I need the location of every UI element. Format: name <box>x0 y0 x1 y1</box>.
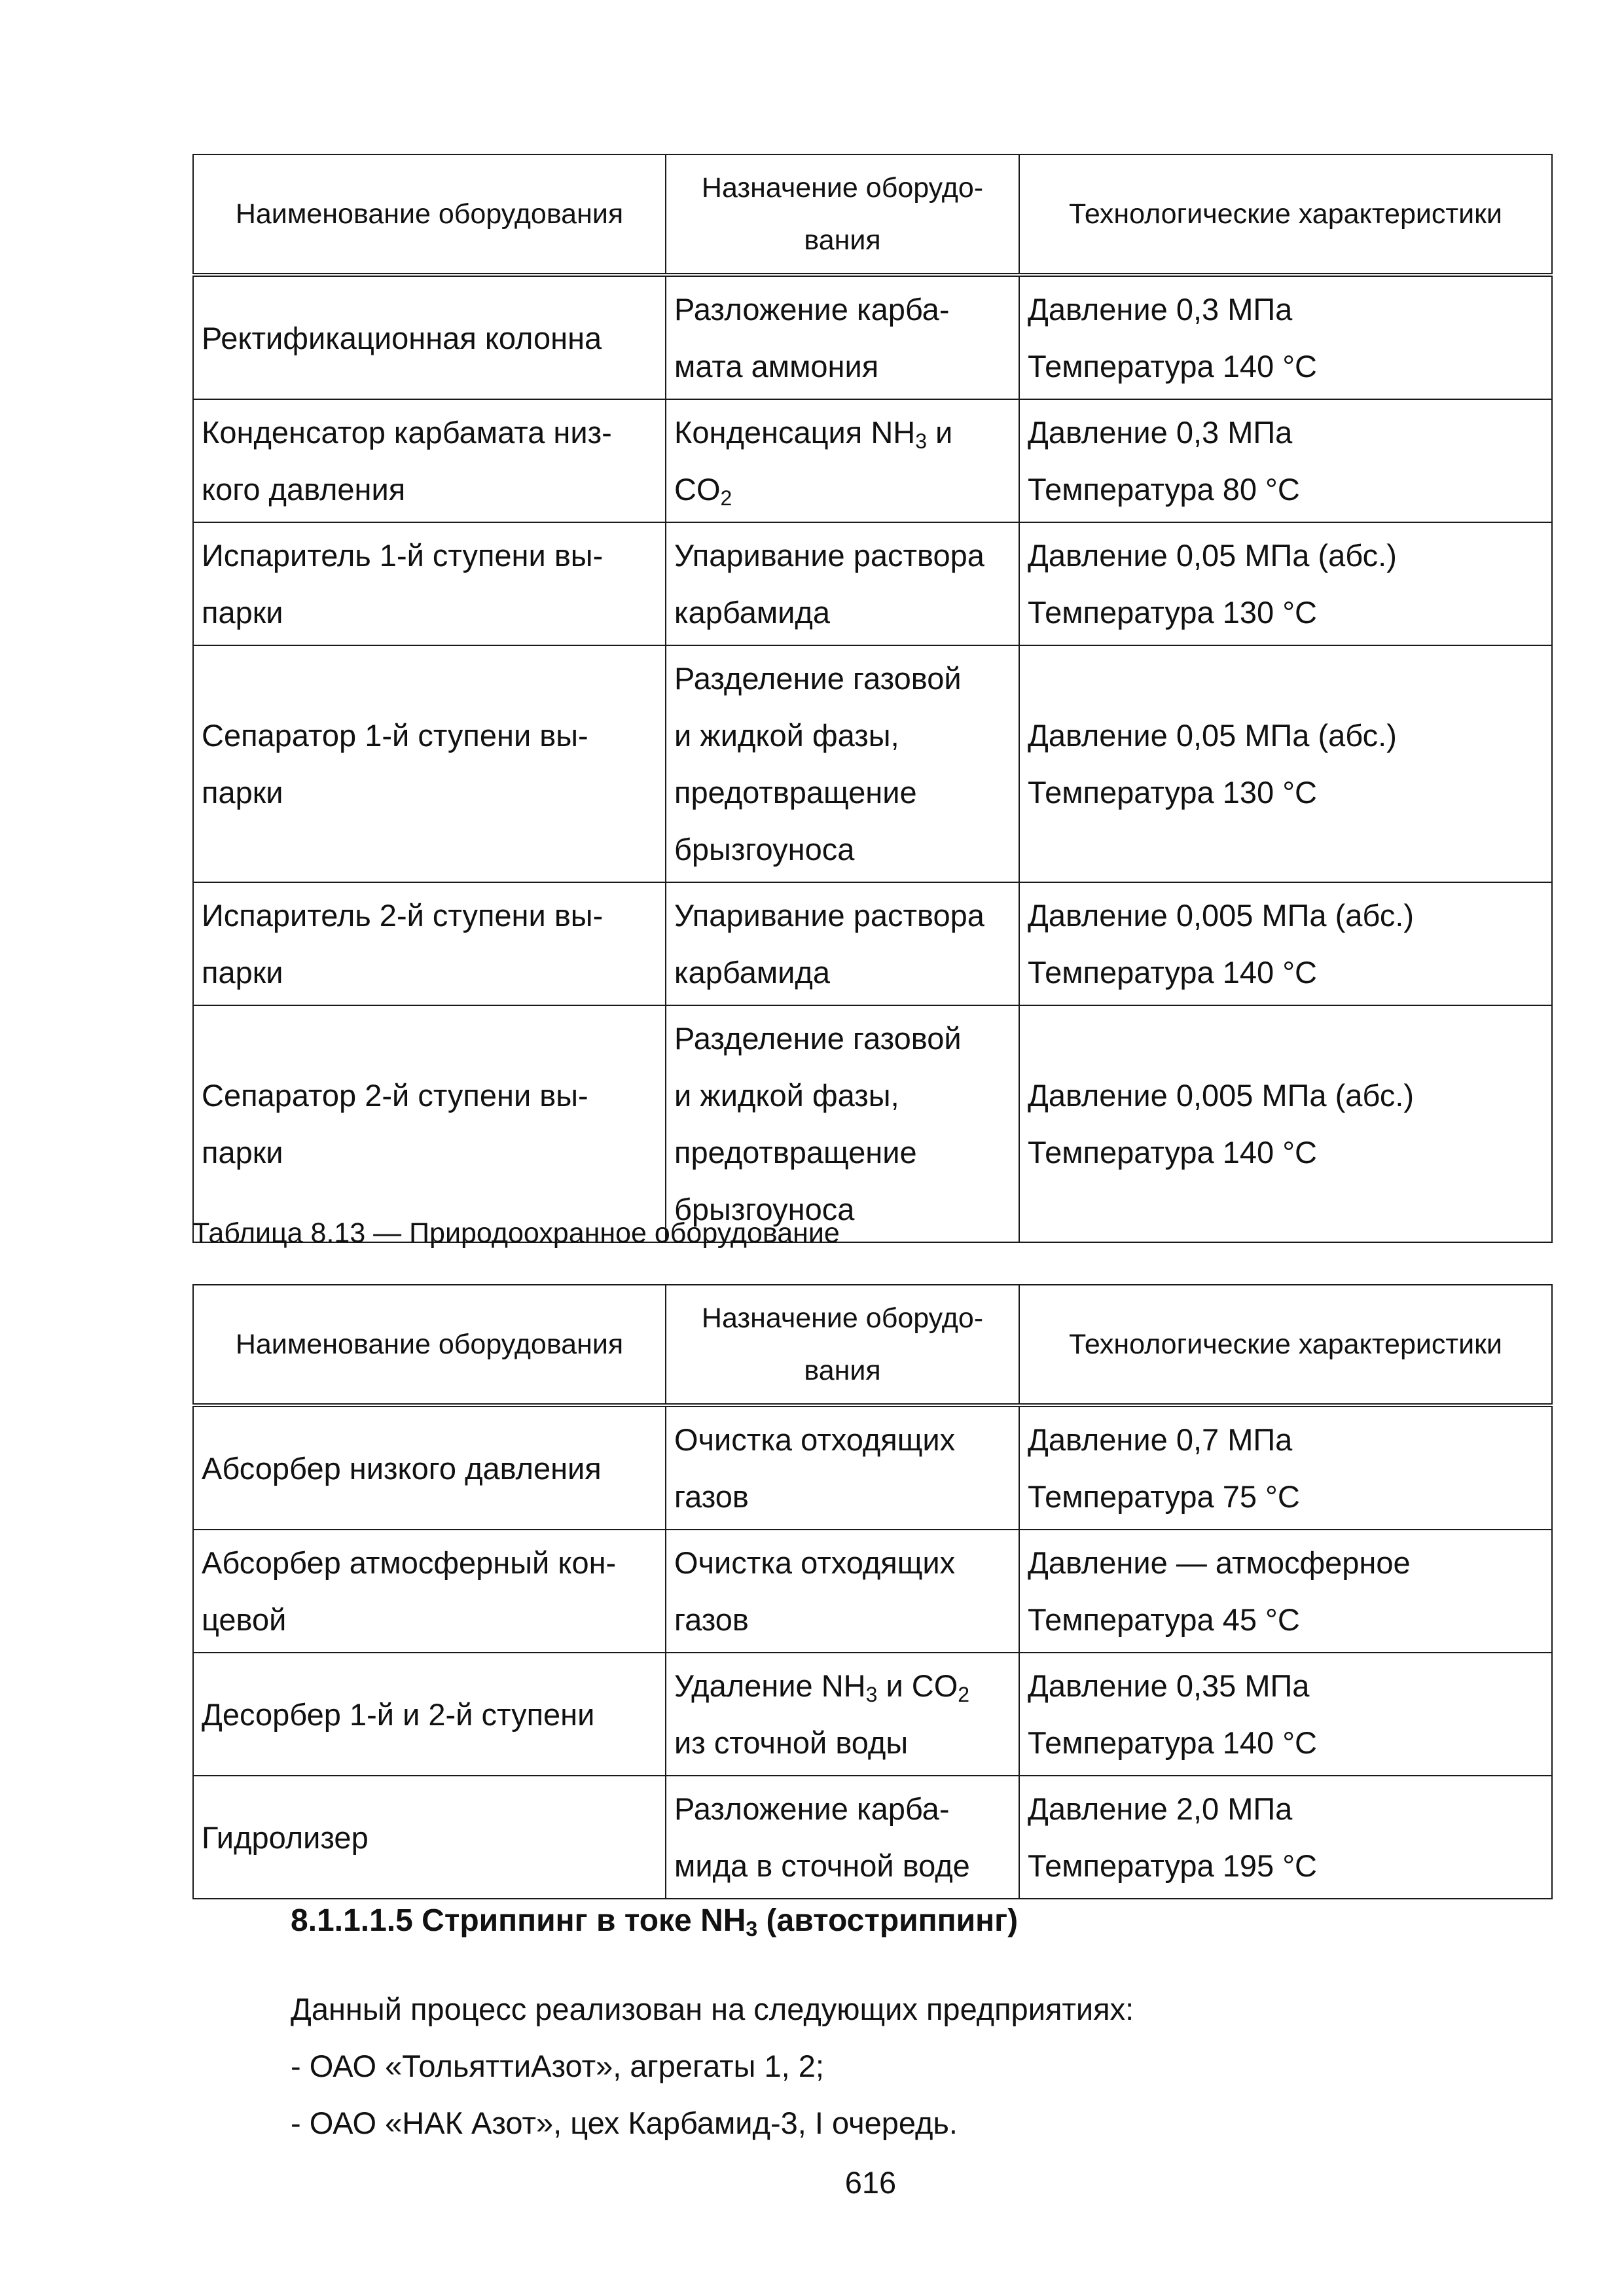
table-caption: Таблица 8.13 — Природоохранное оборудование <box>192 1217 840 1249</box>
header-purpose: Назначение оборудо- вания <box>666 1285 1019 1405</box>
table-header-row <box>193 1285 1552 1405</box>
section-heading: 8.1.1.1.5 Стриппинг в токе $NH_3$ (автостриппинг) <box>291 1903 1019 1941</box>
cell-purpose: Разложение карба- мида в сточной воде <box>666 1776 1019 1899</box>
cell-specs: Давление 0,05 МПа (абс.) Температура 130 °С <box>1019 522 1552 645</box>
cell-purpose: Очистка отходящих газов <box>666 1530 1019 1653</box>
header-specs: Технологические характеристики <box>1019 154 1552 275</box>
cell-specs: Давление 2,0 МПа Температура 195 °С <box>1019 1776 1552 1899</box>
cell-purpose: Разложение карба- мата аммония <box>666 275 1019 399</box>
table-header-row <box>193 154 1552 275</box>
cell-name: Испаритель 2-й ступени вы- парки <box>193 882 666 1005</box>
table-row <box>193 399 1552 522</box>
cell-name: Гидролизер <box>193 1776 666 1899</box>
table-row <box>193 275 1552 399</box>
paragraph-intro: Данный процесс реализован на следующих предприятиях: <box>291 1992 1134 2026</box>
table-row <box>193 1005 1552 1242</box>
table-row <box>193 1776 1552 1899</box>
cell-purpose: Разделение газовой и жидкой фазы, предотвращение брызгоуноса <box>666 645 1019 882</box>
cell-name: Сепаратор 1-й ступени вы- парки <box>193 645 666 882</box>
list-item: - ОАО «НАК Азот», цех Карбамид-3, I очередь. <box>291 2106 958 2140</box>
cell-purpose: Упаривание раствора карбамида <box>666 882 1019 1005</box>
cell-name: Конденсатор карбамата низ- кого давления <box>193 399 666 522</box>
page-number: 616 <box>844 2165 897 2200</box>
cell-specs: Давление 0,3 МПа Температура 140 °С <box>1019 275 1552 399</box>
equipment-table <box>192 154 1553 1243</box>
header-purpose: Назначение оборудо- вания <box>666 154 1019 275</box>
header-name: Наименование оборудования <box>193 1285 666 1405</box>
cell-specs: Давление 0,7 МПа Температура 75 °С <box>1019 1405 1552 1530</box>
cell-purpose: Очистка отходящих газов <box>666 1405 1019 1530</box>
cell-name: Испаритель 1-й ступени вы- парки <box>193 522 666 645</box>
table-row <box>193 1653 1552 1776</box>
list-item: - ОАО «ТольяттиАзот», агрегаты 1, 2; <box>291 2049 824 2083</box>
cell-purpose: Разделение газовой и жидкой фазы, предотвращение брызгоуноса <box>666 1005 1019 1242</box>
cell-name: Абсорбер атмосферный кон- цевой <box>193 1530 666 1653</box>
cell-specs: Давление 0,3 МПа Температура 80 °С <box>1019 399 1552 522</box>
header-specs: Технологические характеристики <box>1019 1285 1552 1405</box>
table-row <box>193 522 1552 645</box>
cell-purpose: Удаление $NH_3$ и $CO_2$ из сточной воды <box>666 1653 1019 1776</box>
cell-purpose: Конденсация $NH_3$ и $CO_2$ <box>666 399 1019 522</box>
cell-specs: Давление 0,05 МПа (абс.) Температура 130 °С <box>1019 645 1552 882</box>
environmental-equipment-table <box>192 1284 1553 1899</box>
cell-name: Десорбер 1-й и 2-й ступени <box>193 1653 666 1776</box>
table-row <box>193 1405 1552 1530</box>
table-row <box>193 645 1552 882</box>
table-row <box>193 882 1552 1005</box>
cell-purpose: Упаривание раствора карбамида <box>666 522 1019 645</box>
cell-specs: Давление 0,35 МПа Температура 140 °С <box>1019 1653 1552 1776</box>
table-row <box>193 1530 1552 1653</box>
cell-name: Ректификационная колонна <box>193 275 666 399</box>
cell-specs: Давление — атмосферное Температура 45 °С <box>1019 1530 1552 1653</box>
cell-name: Сепаратор 2-й ступени вы- парки <box>193 1005 666 1242</box>
cell-specs: Давление 0,005 МПа (абс.) Температура 140 °С <box>1019 882 1552 1005</box>
header-name: Наименование оборудования <box>193 154 666 275</box>
cell-specs: Давление 0,005 МПа (абс.) Температура 140 °С <box>1019 1005 1552 1242</box>
cell-name: Абсорбер низкого давления <box>193 1405 666 1530</box>
